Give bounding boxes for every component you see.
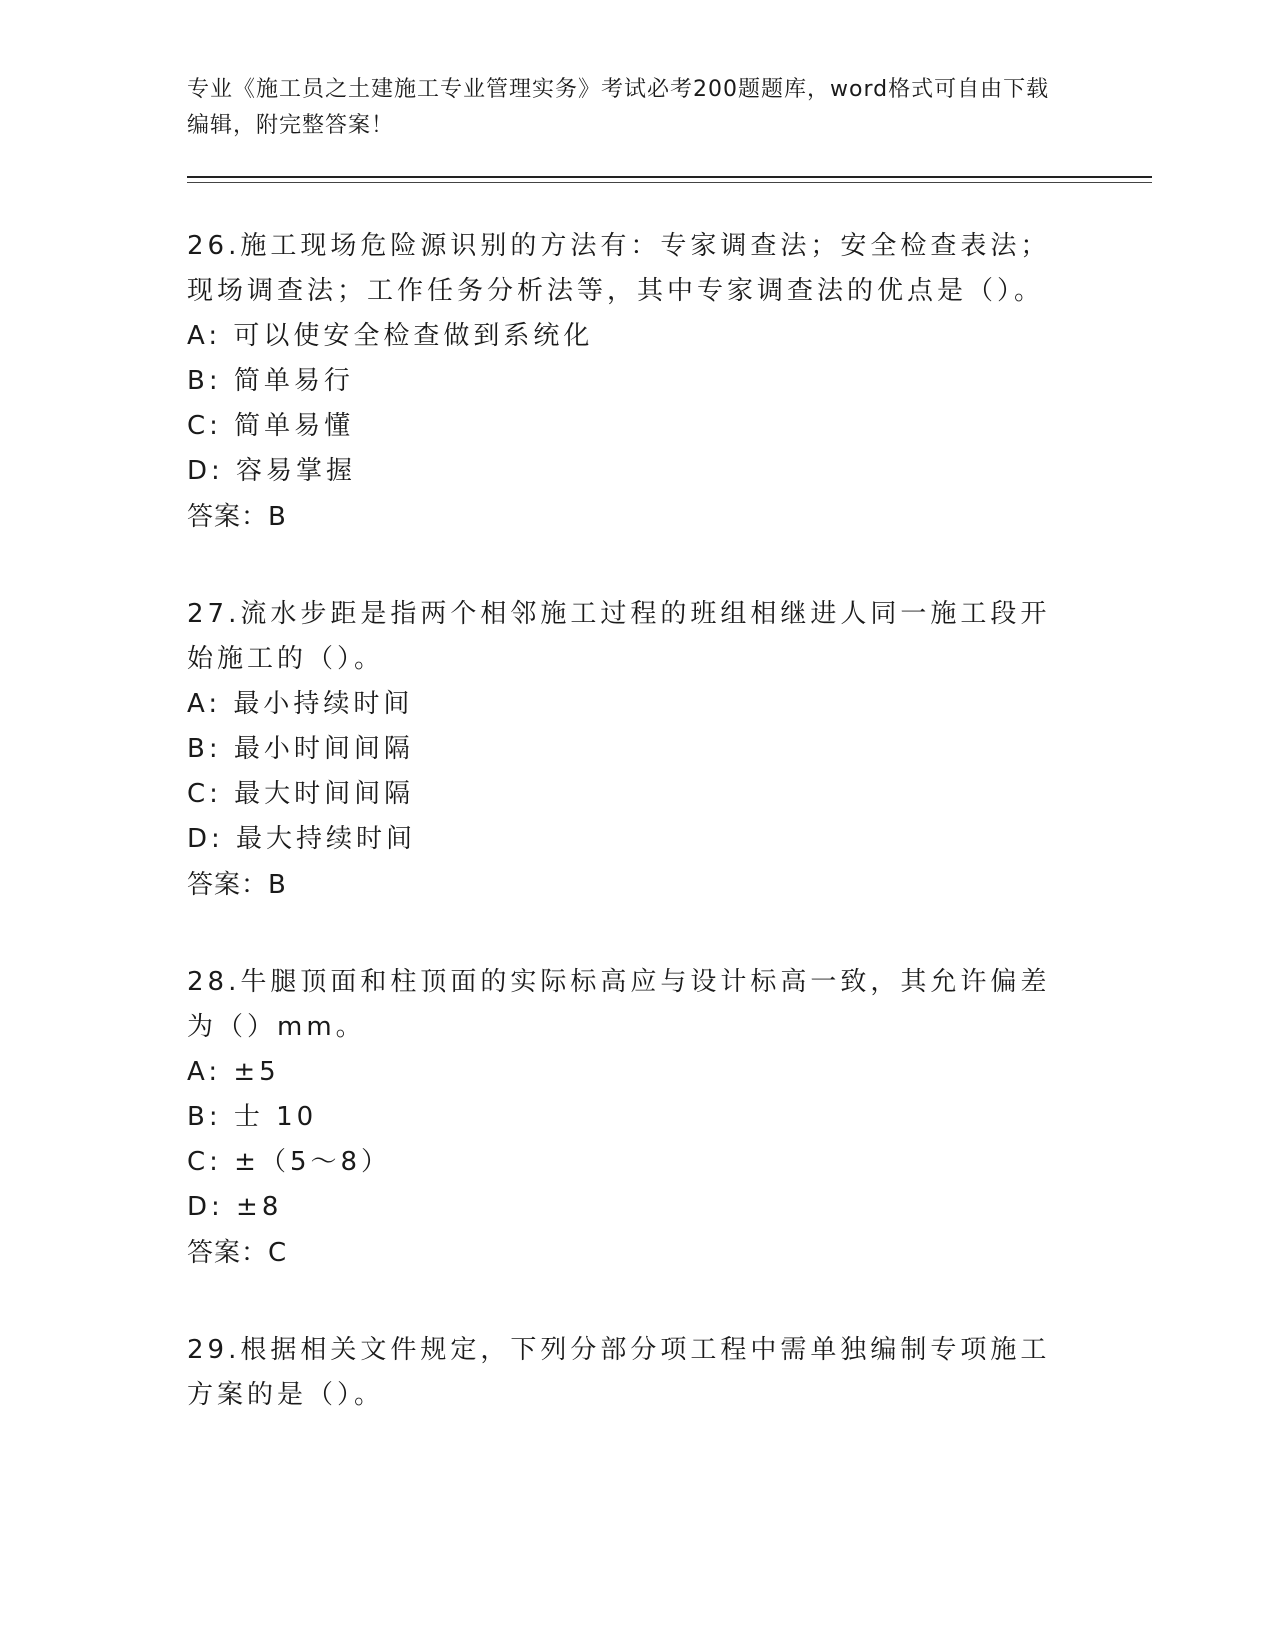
question-stem: 27.流水步距是指两个相邻施工过程的班组相继进人同一施工段开始施工的（）。 — [187, 599, 1051, 674]
answer: 答案：B — [187, 870, 287, 900]
question-27 — [187, 592, 1087, 908]
option-b: B: 士 10 — [187, 1102, 318, 1132]
answer: 答案：C — [187, 1238, 288, 1268]
option-d: D: ±8 — [187, 1192, 283, 1222]
header-divider-thick — [187, 176, 1152, 178]
question-26 — [187, 224, 1087, 540]
option-d: D: 最大持续时间 — [187, 824, 417, 854]
question-stem: 26.施工现场危险源识别的方法有：专家调查法；安全检查表法；现场调查法；工作任务分析法等，其中专家调查法的优点是（）。 — [187, 231, 1051, 306]
question-29 — [187, 1328, 1087, 1418]
option-b: B: 简单易行 — [187, 366, 354, 396]
option-a: A: 最小持续时间 — [187, 689, 414, 719]
option-a: A: ±5 — [187, 1057, 280, 1087]
option-c: C: ±（5～8） — [187, 1147, 392, 1177]
document-header: 专业《施工员之土建施工专业管理实务》考试必考200题题库，word格式可自由下载编辑，附完整答案！ — [187, 77, 1050, 138]
question-stem: 28.牛腿顶面和柱顶面的实际标高应与设计标高一致，其允许偏差为（）mm。 — [187, 967, 1051, 1042]
question-stem: 29.根据相关文件规定，下列分部分项工程中需单独编制专项施工方案的是（）。 — [187, 1335, 1051, 1410]
question-28 — [187, 960, 1087, 1276]
option-d: D: 容易掌握 — [187, 456, 357, 486]
option-b: B: 最小时间间隔 — [187, 734, 414, 764]
option-a: A: 可以使安全检查做到系统化 — [187, 321, 594, 351]
answer: 答案：B — [187, 502, 287, 532]
option-c: C: 简单易懂 — [187, 411, 355, 441]
option-c: C: 最大时间间隔 — [187, 779, 415, 809]
header-divider-thin — [187, 182, 1152, 183]
